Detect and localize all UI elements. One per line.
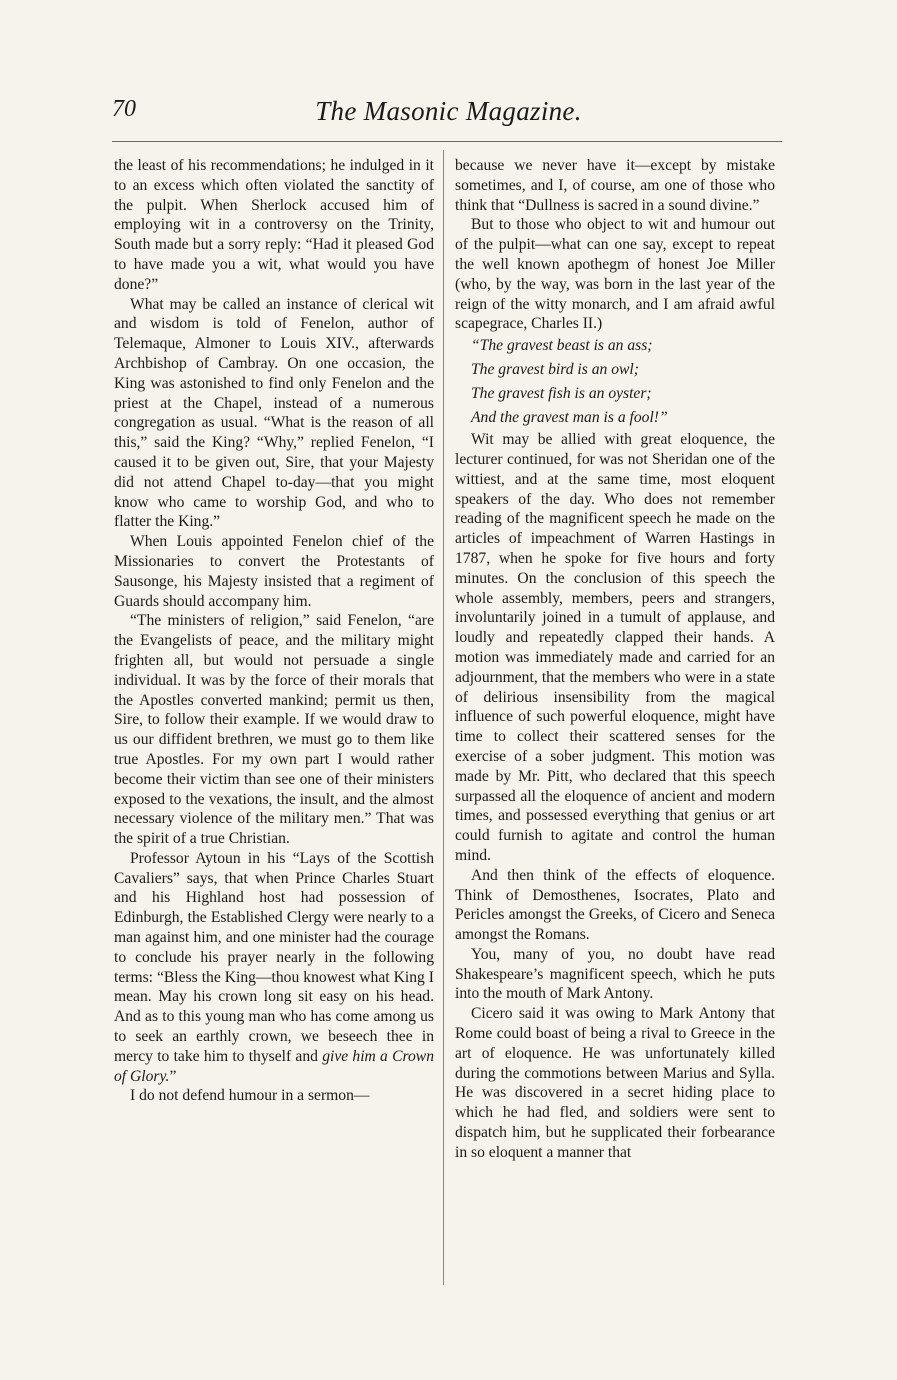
paragraph: the least of his recommendations; he indulged in it to an excess which often violated the sanctity of the pulpit. When Sherlock accused him of employing wit in a controversy on the Trinity, South made but a sorry reply: “Had it pleased God to have made you a wit, what would you have done?” — [114, 157, 434, 293]
verse-line: The gravest fish is an oyster; — [471, 385, 652, 403]
column-divider — [443, 150, 444, 1285]
page-header — [112, 96, 785, 136]
left-column — [114, 156, 434, 1106]
paragraph: Wit may be allied with great eloquence, the lecturer continued, for was not Sheridan one of the wittiest, and at the same time, most eloquent speakers of the day. Who does not remember reading of the magnificent speech he made on the articles of impeachment of Warren Hastings in 1787, when he spoke for five hours and forty minutes. On the conclusion of this speech the whole assembly, members, peers and strangers, involuntarily joined in a tumult of applause, and loudly and repeatedly clapped their hands. A motion was immediately made and carried for an adjournment, that the members who were in a state of delirious insensibility from the magical influence of such powerful eloquence, might have time to collect their scattered senses for the exercise of a sober judgment. This motion was made by Mr. Pitt, who declared that this speech surpassed all the eloquence of ancient and modern times, and possessed everything that genius or art could furnish to agitate and control the human mind. — [455, 431, 775, 864]
paragraph: What may be called an instance of clerical wit and wisdom is told of Fenelon, author of Telemaque, Almoner to Louis XIV., afterwards Archbishop of Cambray. On one occasion, the King was astonished to find only Fenelon and the priest at the Chapel, instead of a numerous congregation as usual. “What is the reason of all this,” said the King? “Why,” replied Fenelon, “I caused it to be given out, Sire, that your Majesty did not attend Chapel to-day—that you might know who came to worship God, and who to flatter the King.” — [114, 295, 434, 531]
paragraph-text: Professor Aytoun in his “Lays of the Scottish Cavaliers” says, that when Prince Charles Stuart and his Highland host had possession of Edinburgh, the Established Clergy were nearly to a man against him, and one minister had the courage to conclude his prayer nearly in the following terms: “Bless the King—thou knowest what King I mean. May his crown long sit easy on his head. And as to this young man who has come among us to seek an earthly crown, we beseech thee in mercy to take him to thyself and — [114, 849, 434, 1065]
paragraph: “The ministers of religion,” said Fenelon, “are the Evangelists of peace, and the military might frighten all, but would not persuade a single individual. It was by the force of their morals that the Apostles converted mankind; permit us then, Sire, to follow their example. If we would draw to us our diffident brethren, we must go to them like true Apostles. For my own part I would rather become their victim than see one of their ministers exposed to the vexations, the insult, and the almost necessary violence of the military men.” That was the spirit of a true Christian. — [114, 612, 434, 848]
paragraph: I do not defend humour in a sermon— — [130, 1087, 370, 1105]
closing-quote: ” — [169, 1067, 177, 1085]
header-rule — [112, 141, 782, 142]
paragraph: Cicero said it was owing to Mark Antony that Rome could boast of being a rival to Greece in the art of eloquence. He was unfortunately killed during the commotions between Marius and Sylla. He was discovered in a secret hiding place to which he had fled, and soldiers were sent to dispatch him, but he supplicated their forbearance in so eloquent a manner that — [455, 1005, 775, 1161]
verse-line: “The gravest beast is an ass; — [471, 337, 653, 355]
italic-phrase: give him a Crown of Glory. — [114, 1047, 434, 1085]
paragraph: But to those who object to wit and humour out of the pulpit—what can one say, except to repeat the well known apothegm of honest Joe Miller (who, by the way, was born in the last year of the reign of the witty monarch, and I am afraid awful scapegrace, Charles II.) — [455, 216, 775, 333]
paragraph: You, many of you, no doubt have read Shakespeare’s magnificent speech, which he puts into the mouth of Mark Antony. — [455, 945, 775, 1003]
verse-line: The gravest bird is an owl; — [471, 361, 639, 379]
verse-line: And the gravest man is a fool!” — [471, 409, 668, 427]
paragraph: because we never have it—except by mistake sometimes, and I, of course, am one of those who think that “Dullness is sacred in a sound divine.” — [455, 157, 775, 214]
right-column — [455, 156, 775, 1163]
paragraph: And then think of the effects of eloquence. Think of Demosthenes, Isocrates, Plato and Pericles amongst the Greeks, of Cicero and Seneca amongst the Romans. — [455, 866, 775, 944]
paragraph — [114, 849, 434, 1087]
verse-block — [455, 334, 775, 430]
running-title: The Masonic Magazine. — [315, 96, 582, 126]
page-number: 70 — [112, 96, 136, 122]
paragraph: When Louis appointed Fenelon chief of the Missionaries to convert the Protestants of Sausonge, his Majesty insisted that a regiment of Guards should accompany him. — [114, 533, 434, 610]
